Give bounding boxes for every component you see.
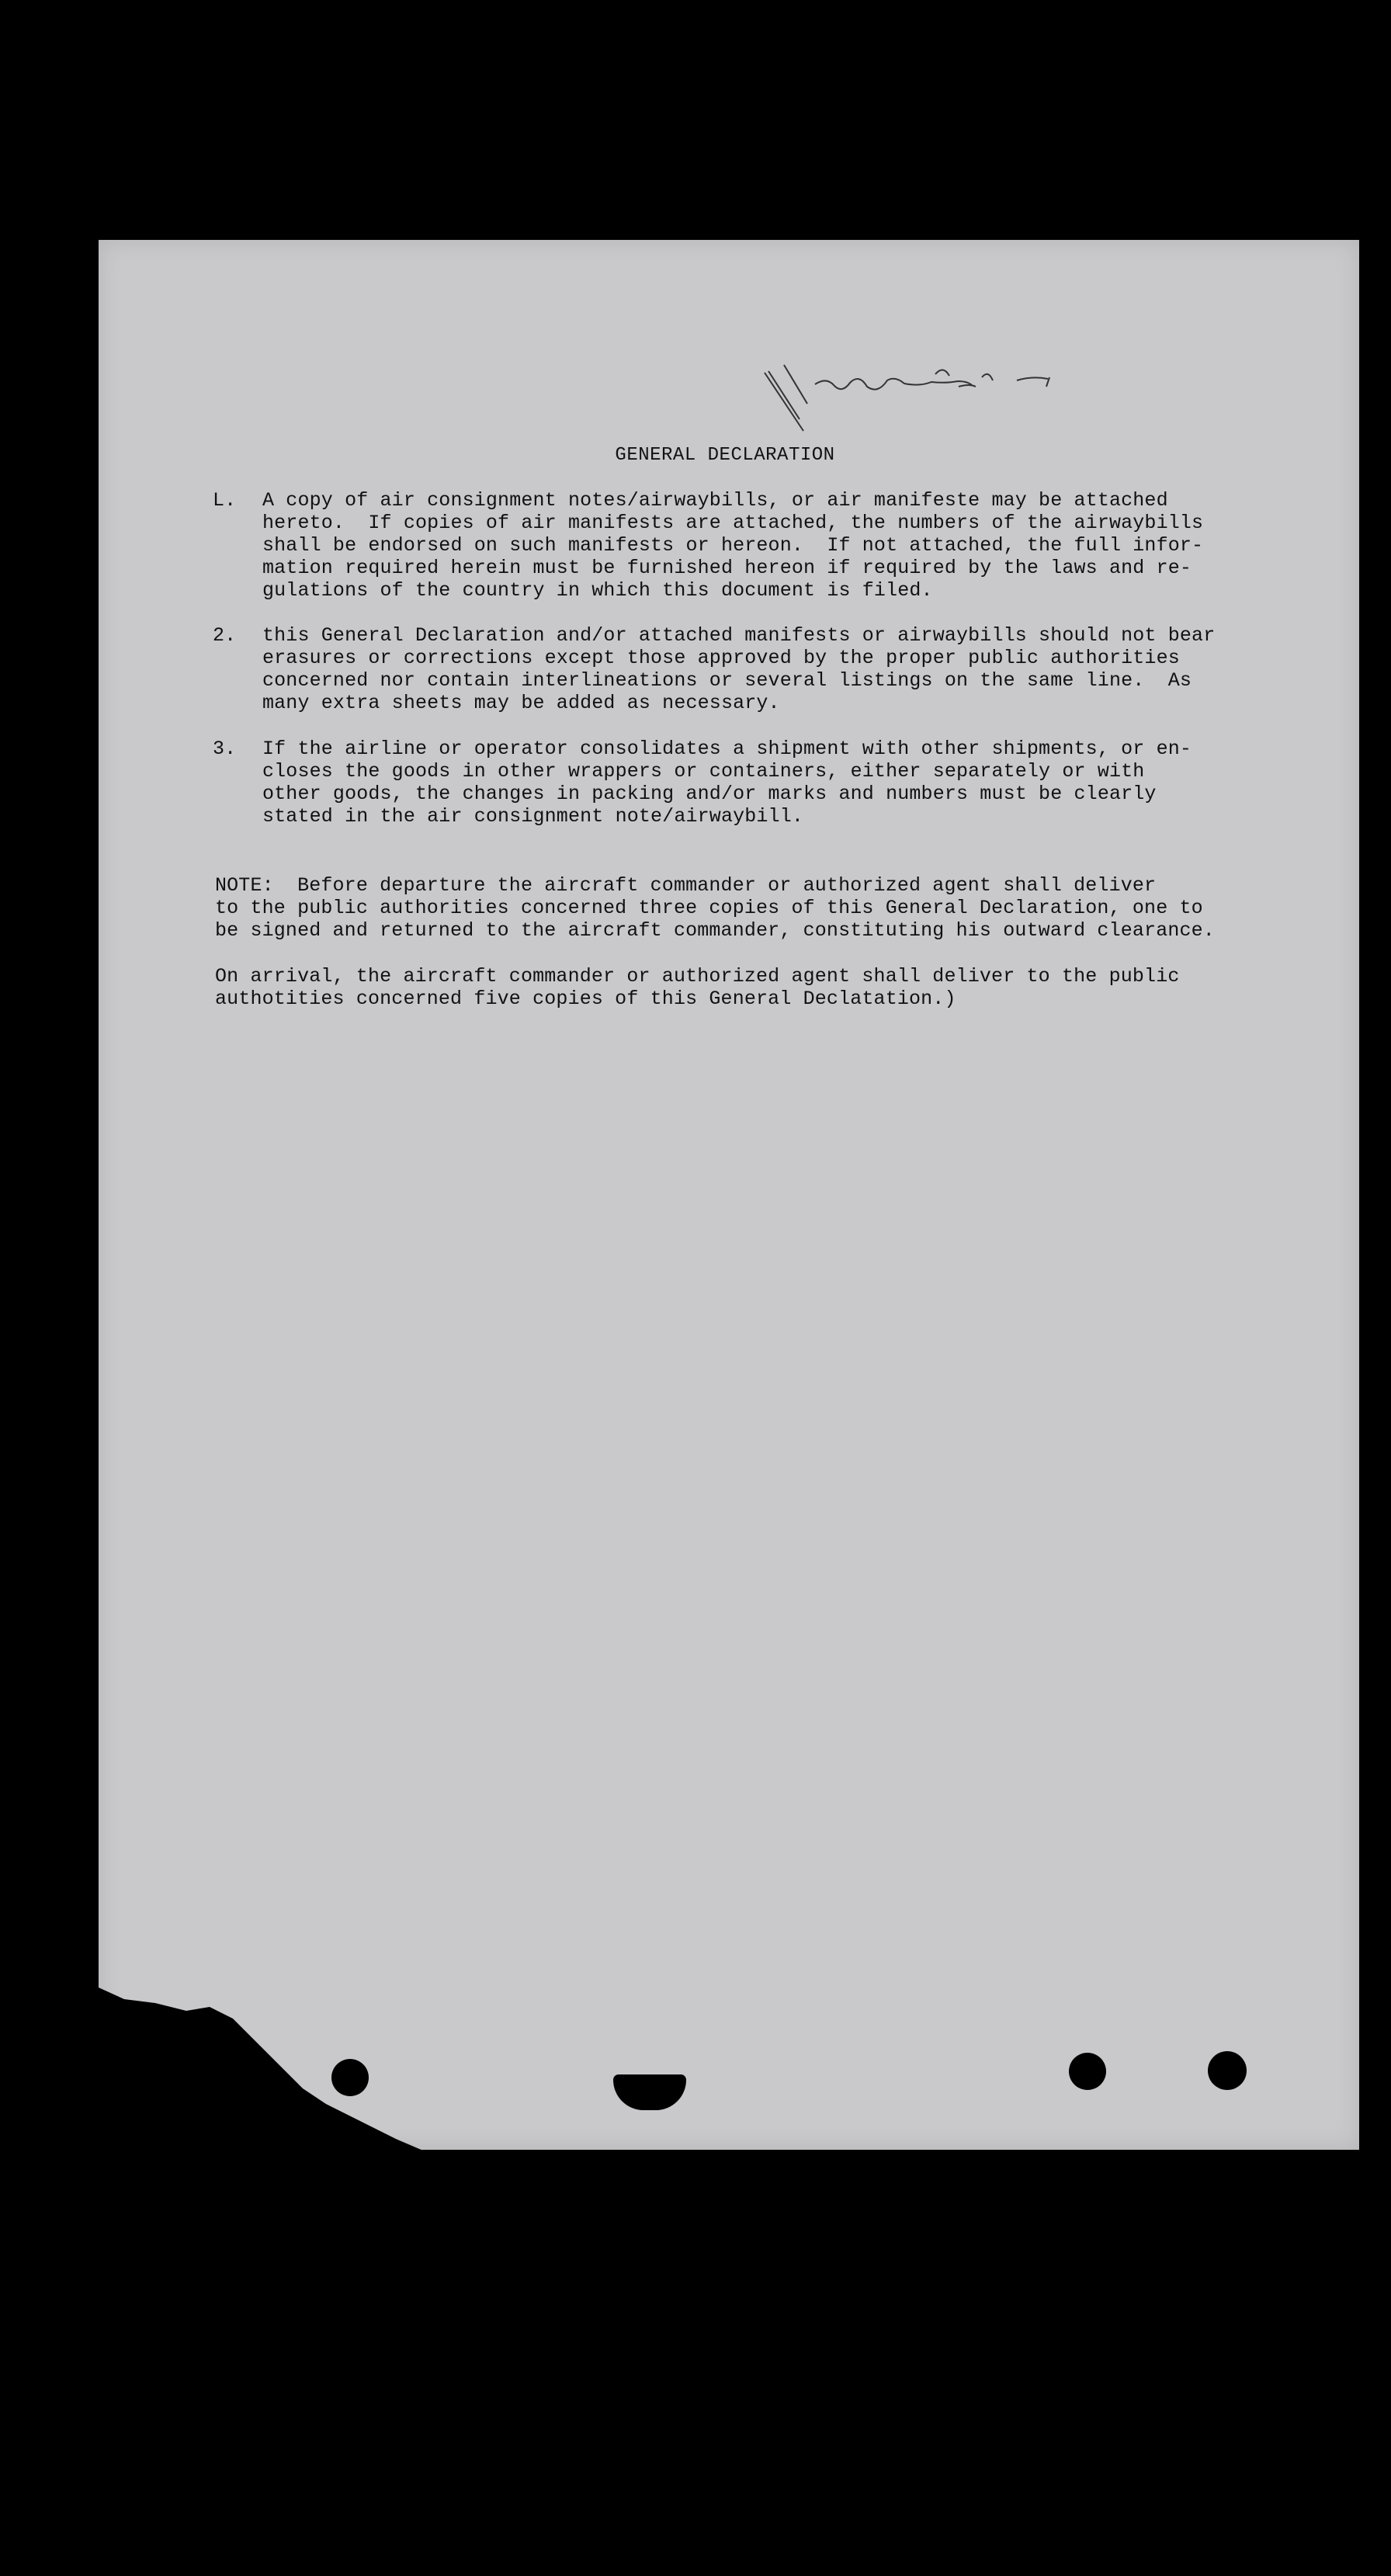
item-3-line: other goods, the changes in packing and/or marks and numbers must be clearly — [262, 783, 1157, 805]
item-1-line: mation required herein must be furnished hereon if required by the laws and re- — [262, 557, 1192, 579]
item-1-line: gulations of the country in which this document is filed. — [262, 579, 933, 602]
punch-hole — [1069, 2053, 1106, 2090]
item-1-line: shall be endorsed on such manifests or hereon. If not attached, the full infor- — [262, 534, 1204, 557]
item-3-text — [262, 738, 1192, 828]
arrival-line: authotities concerned five copies of this General Declatation.) — [215, 988, 956, 1010]
item-2-line: this General Declaration and/or attached manifests or airwaybills should not bear — [262, 624, 1216, 647]
arrival-line: On arrival, the aircraft commander or authorized agent shall deliver to the public — [215, 965, 1180, 988]
punch-hole — [1208, 2051, 1247, 2090]
item-1-number: L. — [213, 489, 237, 512]
arrival-paragraph — [215, 965, 1180, 1010]
item-2-line: many extra sheets may be added as necessary. — [262, 692, 780, 714]
document-title: GENERAL DECLARATION — [615, 445, 835, 466]
item-1-text — [262, 489, 1203, 602]
item-3-number: 3. — [213, 738, 237, 760]
item-3-line: closes the goods in other wrappers or containers, either separately or with — [262, 760, 1145, 783]
item-1-line: A copy of air consignment notes/airwaybills, or air manifeste may be attached — [262, 489, 1168, 512]
note-line: to the public authorities concerned three copies of this General Declaration, one to — [215, 897, 1203, 919]
item-3-line: If the airline or operator consolidates a shipment with other shipments, or en- — [262, 738, 1192, 760]
note-paragraph — [215, 874, 1215, 942]
punch-hole — [331, 2059, 369, 2096]
item-2-number: 2. — [213, 624, 237, 647]
item-2-line: erasures or corrections except those approved by the proper public authorities — [262, 647, 1180, 669]
item-1-line: hereto. If copies of air manifests are attached, the numbers of the airwaybills — [262, 512, 1204, 534]
note-line: be signed and returned to the aircraft commander, constituting his outward clearance. — [215, 919, 1215, 942]
item-2-text — [262, 624, 1215, 714]
note-line: NOTE: Before departure the aircraft commander or authorized agent shall deliver — [215, 874, 1157, 897]
item-3-line: stated in the air consignment note/airwaybill. — [262, 805, 804, 828]
item-2-line: concerned nor contain interlineations or several listings on the same line. As — [262, 669, 1192, 692]
